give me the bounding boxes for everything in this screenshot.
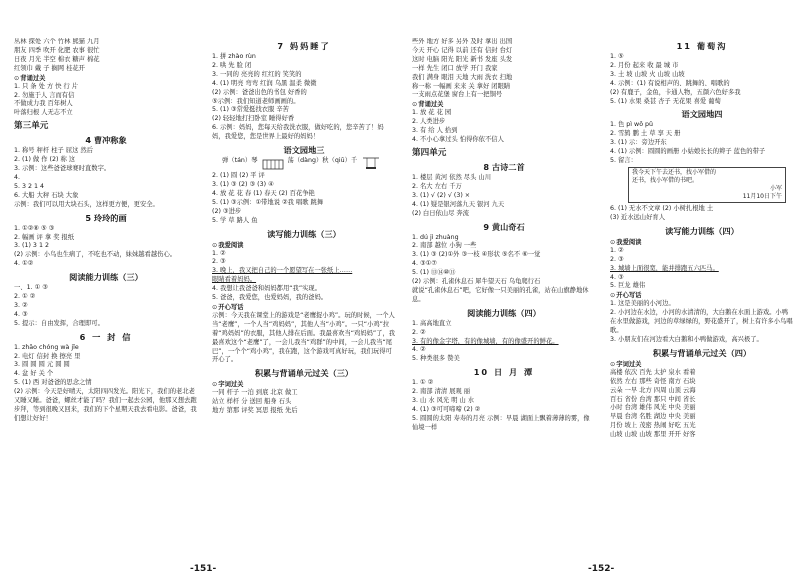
unit-heading: 第三单元 (14, 121, 49, 132)
text-line: 5. (1) ③常爱挺找衣服 辛苦 (212, 106, 289, 114)
section-heading: ⊙ 背诵过关 (14, 74, 198, 83)
text-line: (2) 示例：今天是好晴天，太阳四四发光。阳光下，我们的老北老又睡又睡。爸爸，螺丝才能了吗？我们一起去公园，他那又想去跑步拜，等到很晚又回来，我们的下个星期天我去看电影。爸爸，我们想让好好！ (14, 388, 197, 422)
text-line: 一样 先生 闭口 放学 开门 我家 (412, 64, 498, 72)
text-line: 4. ③ (14, 310, 28, 318)
text-line: 4. (1) 明亮 弯弯 红润 乌黑 温柔 微微 (212, 79, 317, 87)
text-line: 5. (1) ⑬⑭⑩⑪ (412, 269, 456, 277)
text-line: 3. 城墙上面很宽，能并排跑五六匹马。 (610, 264, 719, 272)
section-heading: ⊙ 开心写话 (610, 291, 794, 300)
text-line: 就说“孔雀休息石”吧，它好像一只美丽的孔雀，站在山旗静地休息。 (412, 286, 589, 303)
text-line: ⑤示例：我们知道老师画画的。 (212, 97, 300, 105)
section-heading: ⊙ 背诵过关 (412, 100, 596, 109)
text-line: 4. 不小心拿过头 怕得你依不信人 (412, 136, 504, 144)
piano-icon (262, 157, 284, 171)
right-col-2 (610, 38, 794, 548)
lesson-title: 7 妈妈睡了 (277, 41, 331, 51)
section-title: 阅读能力训练（三） (69, 272, 143, 283)
text-line: 1. 称号 秤杆 柱子 屈这 然后 (14, 147, 93, 155)
unit-heading: 第四单元 (412, 147, 447, 158)
text-line: 2. 小河边在水边，小河的水清清的，大白鹅在水面上游戏。小鸭在水里做游戏，河边的草绿绿的，野花盛开了，树上有许多小鸟唱歌。 (610, 309, 793, 335)
section-title: 积累与背诵单元过关（四） (652, 347, 752, 358)
word-grid-row: 月份 坡上 茂密 热闹 好吃 五光 (610, 422, 696, 430)
text-line: 一同 杆子 一泊 到底 北京 做工 (212, 389, 298, 397)
note-line: 我今天下午去还书，找小军借的 (632, 168, 717, 176)
text-line: 3. 土 坡 山坡 火 山坡 山坡 (610, 70, 685, 78)
text-line: 5. 爸爸，我爱您，也爱妈妈，我的爸妈。 (212, 294, 328, 302)
text-line: 5. (1) 水果 桑甚 杏子 无花果 喜爱 葡萄 (610, 97, 721, 105)
text-line: 2. 南部 清清 展观 丽 (412, 388, 471, 396)
section-title: 读写能力训练（四） (665, 225, 739, 236)
text-line: 6. 示例：妈妈，您每天给我洗衣服，做好吃的，您辛苦了！妈妈，我爱您，您是世界上最好的妈妈！ (212, 124, 384, 141)
note-line: 还书，找小军借的书吧。 (632, 176, 699, 184)
text-line: 3. ② (14, 301, 28, 309)
word-grid-row: 依然 左右 那些 奇怪 南方 石块 (610, 377, 696, 385)
text-line: 3. (1) ③ (2) ③ (3) ④ (212, 180, 274, 188)
text-line: (2) 有鹿子，金鱼，卡通人物，五颜六色好多我 (610, 88, 741, 96)
text-line: 1. dú jì zhuàng (412, 233, 459, 241)
text-line: 4. (1) 疑是银河落九天 银河 九天 (412, 200, 505, 208)
text-line: 今天 开心 记得 以前 还有 信封 台灯 (412, 46, 513, 54)
text-line: 一支雨点花堡 窗台上有一把铜号 (412, 91, 503, 99)
text-line: 4. ③ (610, 273, 624, 281)
text-line: 些外 地方 好多 另外 及时 拿出 出国 (412, 38, 513, 45)
text-line: 4. (1) ③可可啼啼 (2) ② (412, 406, 481, 413)
text-line: (2) 轻轻地打扫卧室 睡得好香 (212, 115, 295, 123)
section-heading: ⊙ 开心写话 (212, 303, 396, 312)
page-number: -152- (588, 564, 615, 574)
text-line: 2. 勿施于人 言而有信 (14, 91, 75, 99)
text-line: 1. 色 pì wō pǔ (610, 121, 654, 129)
text-line: 2. 名大 左右 千万 (412, 182, 462, 190)
text-line: 5. 提示：自由发挥，合理即可。 (14, 319, 104, 327)
text-line: 4. 示例：(1) 有说相声的、跳舞的、唱歌的 (610, 79, 730, 87)
text-line: 2. (1) 做 作 (2) 称 这 (14, 156, 76, 164)
text-line: 3. 山 水 风光 明 山 水 (412, 397, 475, 405)
left-col-1 (14, 38, 198, 548)
section-heading: ⊙ 字词过关 (610, 360, 794, 369)
text-line: 4. ③①⑦ (412, 260, 437, 268)
section-heading: ⊙ 字词过关 (212, 380, 396, 389)
text-line: 1. 放 花 花 园 (412, 109, 452, 117)
word-grid-row: 山坡 山坡 山坡 那里 开开 好客 (610, 431, 696, 439)
text-line: 5. (1) ③示例：①带地说 ②我 唱歌 跳舞 (212, 198, 324, 206)
page-number: -151- (190, 564, 217, 574)
text-line: 4. 盆 好 关 个 (14, 370, 54, 378)
text-line: 3. (1) 示：旁边开东 (610, 139, 667, 147)
text-line: 示例：我们可以用大块石头，这样更方便，更安全。 (14, 200, 159, 208)
text-line: 3. 有 给 人 拾到 (412, 127, 458, 135)
text-line: 叶落归根 人无志不立 (14, 109, 73, 117)
text-line: 这时 电脑 阳光 阳光 新书 发座 头发 (412, 55, 513, 63)
text-line: 我们 满身 眼泪 天地 大雨 洗衣 扫地 (412, 73, 513, 81)
text-line: 一、1. ① ③ (14, 284, 48, 292)
text-line: 4. ② (412, 346, 426, 354)
text-line: 4. 放 花 花 春 (1) 春天 (2) 百花争艳 (212, 189, 315, 197)
right-col-1 (412, 38, 596, 548)
text-line: 3. 圆 圆 圆 元 圆 圆 (14, 361, 70, 369)
text-line: 5. 学 草 路人 鱼 (212, 216, 258, 224)
text-line: 6. (1) 无水不文章 (2) 小树扎根地 土 (610, 204, 714, 212)
section-title: 语文园地四 (681, 109, 723, 120)
text-line: 3. 一同的 亮亮的 红红的 笑笑的 (212, 70, 302, 78)
text-line: 日夜 月光 半空 棉衣 糖声 棉花 (14, 55, 100, 63)
word-grid-row: 高楼 依次 百先 太护 泉水 看着 (610, 368, 696, 376)
text-line: 红领巾 戴 子 搁网 桂花开 (14, 64, 85, 72)
text-line: 3. (1) ③ (2)①外 ③一枝 ④形状 ⑤名不 ⑥一觉 (412, 251, 541, 259)
lesson-title: 8 古诗二首 (483, 161, 525, 172)
text-line: 不做成力我 百年树人 (14, 100, 73, 108)
text-line: (2) 示例：孔雀休息石 犀牛望天石 乌龟爬行石 (412, 278, 541, 286)
text-line: 5. 巨龙 雄伟 (610, 282, 646, 290)
text-line: 1. ① ② (412, 379, 434, 387)
text-line: 2. 人类进步 (412, 118, 446, 126)
section-title: 读写能力训练（三） (267, 228, 341, 239)
text-line: 2. 月份 起来 收 最 城 市 (610, 61, 679, 69)
text-line: 3. 晚上，我又把自己的一个愿望写在一张纸上…… (212, 267, 353, 275)
text-line: 3. 有的像金字塔，有的像城墙，有的像盛开的鲜花。 (412, 337, 559, 345)
text-line: 2. 电灯 信封 换 擦亮 里 (14, 352, 81, 360)
text-line: 1. ①②⑧ ⑤ ③ (14, 224, 55, 232)
text-line: 2. ① ② (14, 293, 36, 301)
text-line: 2. 南部 越位 小狗 一些 (412, 242, 477, 250)
text-line: 5. 种类很多 赞美 (412, 355, 460, 363)
text-line: 4. ①② (14, 260, 34, 268)
text-line: 5. 3 2 1 4 (14, 182, 45, 190)
text-line: 3. 示例：这些爸爸球赛时直数字。 (14, 165, 111, 173)
text-line: 眼睛看着妈妈。 (212, 276, 257, 284)
intro-block (14, 38, 198, 74)
section-heading: ⊙ 我爱阅读 (212, 241, 396, 250)
text-line: 5. 留言： (610, 157, 637, 165)
note-signature: 小军 (769, 184, 782, 192)
lesson-title: 10 日 月 潭 (473, 367, 535, 378)
lesson-title: 5 玲玲的画 (85, 212, 127, 223)
message-note (628, 167, 786, 203)
text-line: 1. ② (212, 249, 226, 257)
text-line: 4. (1) 示例：圆圆的画册 小姑娘长长的辫子 蓝色的带子 (610, 148, 766, 156)
section-title: 积累与背诵单元过关（三） (254, 368, 354, 379)
text-line: 3. 小朋友们在河边看大白鹅和小鸭做游戏，高兴极了。 (610, 335, 763, 343)
text-line: 2. 哄 先 脸 闭 (212, 61, 252, 69)
text-line: 1. 高高地直立 (412, 319, 452, 327)
text-line: 1. 这是美丽的小河边。 (610, 300, 675, 308)
text-line: (2) 示例：爸爸出色的书包 好香的 (212, 88, 307, 96)
text-line: 地方 第那 评奖 冥思 报纸 先后 (212, 407, 298, 415)
text-line: 2. ③ (610, 255, 624, 263)
word-grid-row: 早晨 台湾 名胜 湖边 中央 美丽 (610, 413, 696, 421)
left-col-2 (212, 38, 396, 548)
text-line: 1. 只 条 处 方 快 行 片 (14, 82, 79, 90)
word-grid-row: 百石 省份 台湾 那只 中间 省长 (610, 395, 696, 403)
picture-row (222, 157, 396, 171)
section-heading: ⊙ 我爱阅读 (610, 238, 794, 247)
lesson-title: 6 一 封 信 (79, 331, 133, 342)
word-grid-row: 云朵 一早 北方 四周 山顶 云海 (610, 386, 696, 394)
text-line: 朋友 四季 吹开 化肥 农事 很忙 (14, 46, 100, 54)
text-line: 示例：今天我在课堂上的游戏是“老鹰捉小鸡”。玩的时候，一个人当“老鹰”，一个人当“鸡妈妈”，其他人当“小鸡”。一只“小鸡”拉着“鸡妈妈”的衣服，其他人排在后面。我最喜欢当“鸡妈妈”了，我最喜欢这个“老鹰”了，一会儿我当“鸡群”的中间，一会儿我当“尾巴”，一个个“鸡小鸡”，我在跑，这个游戏可真好玩，我们玩得可开心了。 (212, 311, 396, 364)
text-line: 称一称 一幅画 来来 关 拿好 闭眼睛 (412, 82, 511, 90)
text-line: 5. 圆圆的太阳 寿寿的月亮 示例：早晨 湖面上飘着薄薄的雾，像仙境一样 (412, 414, 590, 431)
text-line: 2. ③ (212, 258, 226, 266)
word-grid (610, 369, 794, 440)
section-title: 阅读能力训练（四） (467, 307, 541, 318)
text-line: (3) 近水远山好育人 (610, 213, 665, 221)
text-line: (2) 示例：小鸟也生病了，不吃也不动，妹妹越看越伤心。 (14, 251, 177, 259)
text-line: 1. ⑤ (610, 53, 624, 60)
text-line: 3. (1) 3 1 2 (14, 242, 49, 250)
swing-icon (361, 157, 381, 171)
section-title: 语文园地三 (283, 145, 325, 156)
text-line: 1. 拼 zhào rùn (212, 53, 256, 60)
text-line: 丛林 探处 六个 竹林 熊猫 九月 (14, 38, 100, 45)
text-line: 1. zhāo chóng wà jǐe (14, 343, 79, 351)
text-line: 5. (1) 西 对爸爸的思念之情 (14, 379, 92, 387)
note-date: 11月10日下午 (742, 192, 782, 200)
right-page (412, 38, 800, 558)
text-line: 2. (1) 圆 (2) 平 评 (212, 172, 265, 180)
lesson-title: 11 葡萄沟 (676, 41, 728, 51)
pinyin-label: 弹（tán）琴 (222, 157, 258, 165)
text-line: 2. 雪鸫 鹏 土 草 享 天 册 (610, 130, 681, 138)
text-line: 4. 我想让我爸爸和妈妈都用“我”实现。 (212, 285, 321, 293)
text-line: 2. ② (412, 328, 426, 336)
lesson-title: 9 黄山奇石 (483, 221, 525, 232)
text-line: 3. (1) √ (2) √ (3) × (412, 191, 471, 199)
text-line: 1. 楼层 黄河 依然 尽头 山川 (412, 173, 491, 181)
lesson-title: 4 曹冲称象 (85, 135, 127, 146)
pinyin-label: 荡（dàng）秋（qiū）千 (287, 157, 358, 165)
left-page (14, 38, 402, 558)
text-line: 6. 大船 大秤 石块 大象 (14, 191, 79, 199)
text-line: 4. (14, 173, 21, 181)
text-line: 2. 幅画 评 拿 奖 报纸 (14, 233, 75, 241)
word-grid-row: 小时 台湾 雄伟 风光 中央 美丽 (610, 404, 696, 412)
text-line: (2) 白日依山尽 奔流 (412, 209, 470, 217)
text-line: 1. ② (610, 246, 624, 254)
text-line: 站立 样杆 分 送回 船身 石头 (212, 398, 292, 406)
text-line: (2) ③进步 (212, 207, 242, 215)
